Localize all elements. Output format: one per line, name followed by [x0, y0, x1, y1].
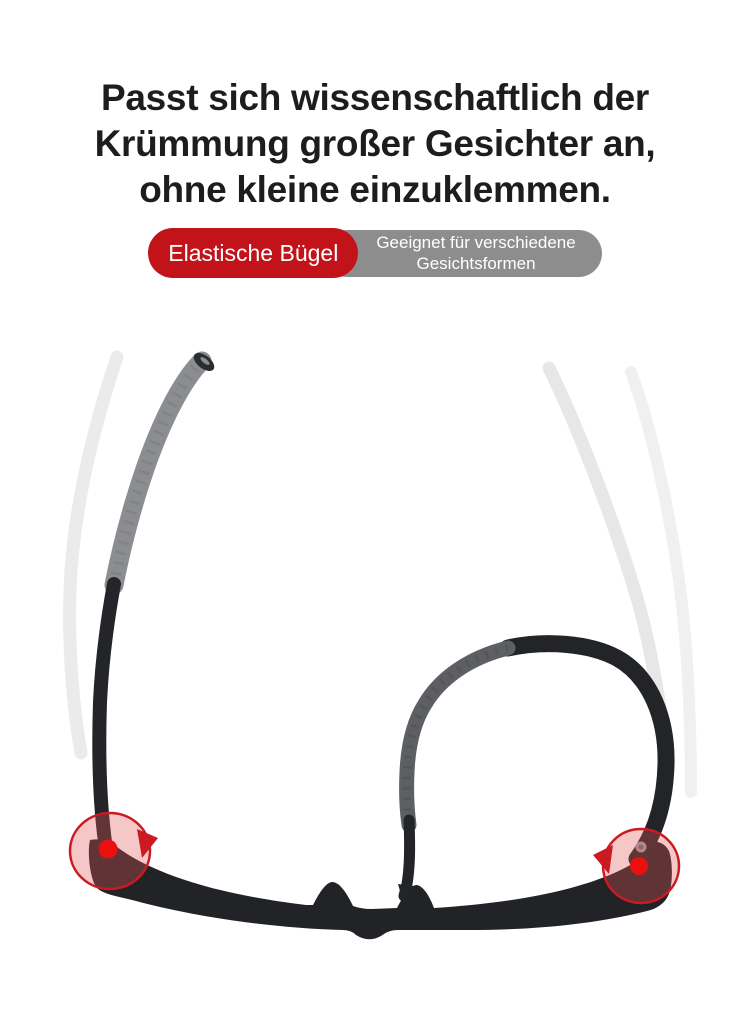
headline-line-1: Passt sich wissenschaftlich der — [101, 76, 649, 118]
badge-face-shapes-line-2: Gesichtsformen — [416, 254, 536, 273]
badge-face-shapes — [324, 230, 601, 277]
right-temple-loop-grip — [407, 648, 508, 825]
badge-elastic-temples: Elastische Bügel — [148, 228, 358, 278]
badge-face-shapes-line-1: Geeignet für verschiedene — [376, 233, 576, 252]
right-temple-loop-arm — [508, 644, 666, 859]
hinge-pivot-dot-left — [99, 840, 118, 859]
feature-badges — [0, 228, 750, 278]
left-temple-grip — [114, 361, 202, 585]
headline-line-2: Krümmung großer Gesichter an, — [94, 122, 656, 164]
headline — [0, 75, 750, 213]
headline-line-3: ohne kleine einzuklemmen. — [139, 168, 611, 210]
hinge-pivot-dot-right — [630, 857, 648, 875]
ghost-temple-left — [70, 357, 117, 753]
right-temple-loop-tip — [404, 820, 410, 896]
glasses-figure — [0, 320, 750, 1015]
frame-front — [89, 839, 672, 939]
